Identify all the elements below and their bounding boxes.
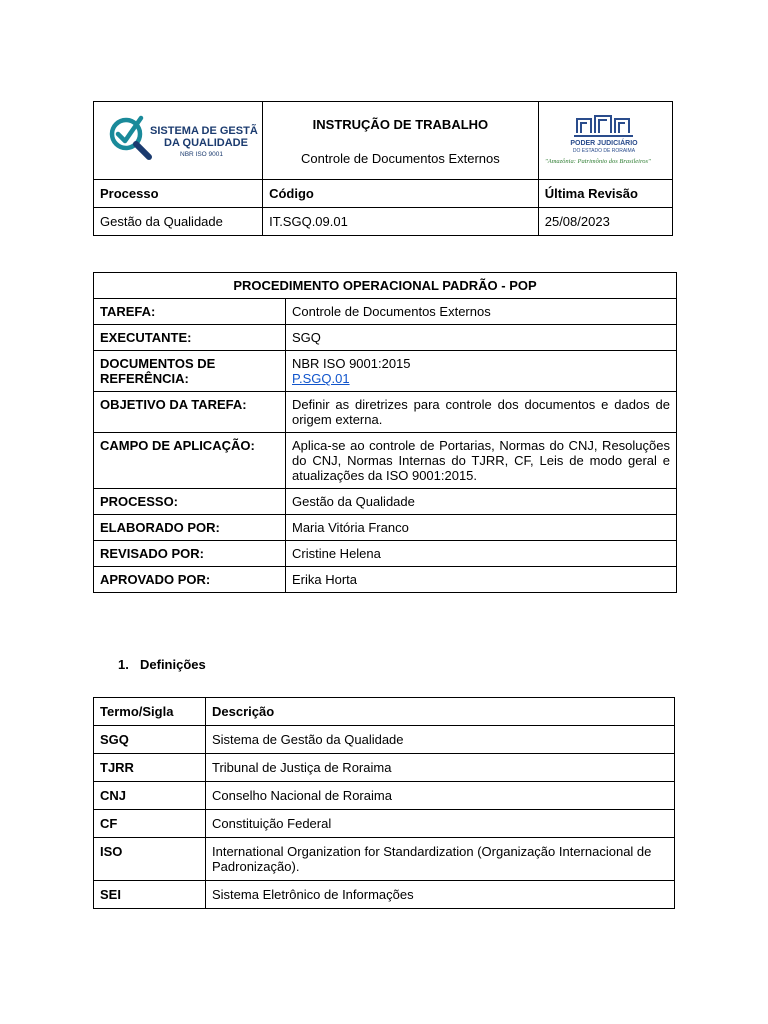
pop-row-aprovado — [94, 567, 677, 593]
definition-term: SEI — [94, 881, 206, 909]
table-row — [94, 782, 675, 810]
pop-title: PROCEDIMENTO OPERACIONAL PADRÃO - POP — [94, 273, 677, 299]
section-title: Definições — [140, 657, 206, 672]
court-logo-line2: DO ESTADO DE RORAIMA — [572, 148, 635, 154]
value-ultima-revisao: 25/08/2023 — [538, 208, 672, 236]
definition-description: Sistema Eletrônico de Informações — [206, 881, 675, 909]
pop-row-objetivo — [94, 392, 677, 433]
pop-label: REVISADO POR: — [94, 541, 286, 567]
header-column-row — [94, 180, 673, 208]
definition-description: Tribunal de Justiça de Roraima — [206, 754, 675, 782]
column-processo: Processo — [94, 180, 263, 208]
pop-title-row — [94, 273, 677, 299]
definition-term: CNJ — [94, 782, 206, 810]
pop-value: Definir as diretrizes para controle dos documentos e dados de origem externa. — [286, 392, 677, 433]
pop-label: CAMPO DE APLICAÇÃO: — [94, 433, 286, 489]
reference-link[interactable]: P.SGQ.01 — [292, 371, 350, 386]
sgq-logo-line2: DA QUALIDADE — [164, 137, 248, 149]
column-codigo: Código — [263, 180, 539, 208]
document-header-table — [93, 101, 673, 236]
pop-value: NBR ISO 9001:2015 — [292, 356, 411, 371]
pop-row-tarefa — [94, 299, 677, 325]
court-logo — [539, 109, 669, 169]
document-subtitle: Controle de Documentos Externos — [301, 151, 500, 166]
column-ultima-revisao: Última Revisão — [538, 180, 672, 208]
court-logo-cell — [538, 102, 672, 180]
pop-value: Maria Vitória Franco — [286, 515, 677, 541]
pop-value-cell — [286, 351, 677, 392]
value-processo: Gestão da Qualidade — [94, 208, 263, 236]
courthouse-icon — [574, 116, 633, 136]
sgq-logo-cell — [94, 102, 263, 180]
pop-row-elaborado — [94, 515, 677, 541]
pop-label: EXECUTANTE: — [94, 325, 286, 351]
definition-term: CF — [94, 810, 206, 838]
pop-value: Gestão da Qualidade — [286, 489, 677, 515]
header-termo: Termo/Sigla — [94, 698, 206, 726]
table-row — [94, 726, 675, 754]
pop-label: APROVADO POR: — [94, 567, 286, 593]
pop-value: Aplica-se ao controle de Portarias, Normas do CNJ, Resoluções do CNJ, Normas Internas do TJRR, CF, Leis de modo geral e atualizações da ISO 9001:2015. — [286, 433, 677, 489]
pop-row-executante — [94, 325, 677, 351]
pop-label: OBJETIVO DA TAREFA: — [94, 392, 286, 433]
pop-value: SGQ — [286, 325, 677, 351]
pop-value: Cristine Helena — [286, 541, 677, 567]
section-heading — [118, 657, 206, 672]
table-row — [94, 838, 675, 881]
pop-label: TAREFA: — [94, 299, 286, 325]
definition-term: SGQ — [94, 726, 206, 754]
pop-row-campo — [94, 433, 677, 489]
table-row — [94, 810, 675, 838]
definition-description: Constituição Federal — [206, 810, 675, 838]
definition-description: Sistema de Gestão da Qualidade — [206, 726, 675, 754]
definitions-table — [93, 697, 675, 909]
pop-row-revisado — [94, 541, 677, 567]
pop-value: Controle de Documentos Externos — [286, 299, 677, 325]
definition-description: International Organization for Standardization (Organização Internacional de Padronização). — [206, 838, 675, 881]
definition-description: Conselho Nacional de Roraima — [206, 782, 675, 810]
pop-value: Erika Horta — [286, 567, 677, 593]
sgq-logo — [94, 106, 258, 172]
sgq-logo-line3: NBR ISO 9001 — [180, 151, 223, 158]
document-title: INSTRUÇÃO DE TRABALHO — [312, 117, 489, 132]
pop-row-documentos — [94, 351, 677, 392]
pop-row-processo — [94, 489, 677, 515]
value-codigo: IT.SGQ.09.01 — [263, 208, 539, 236]
pop-label: PROCESSO: — [94, 489, 286, 515]
court-logo-motto: "Amazônia: Patrimônio dos Brasileiros" — [544, 158, 651, 165]
pop-label: ELABORADO POR: — [94, 515, 286, 541]
definitions-header-row — [94, 698, 675, 726]
definition-term: ISO — [94, 838, 206, 881]
pop-table — [93, 272, 677, 593]
magnifier-check-icon — [112, 118, 149, 157]
sgq-logo-line1: SISTEMA DE GESTÃO — [150, 125, 258, 137]
title-cell — [263, 102, 539, 180]
definition-term: TJRR — [94, 754, 206, 782]
header-descricao: Descrição — [206, 698, 675, 726]
pop-label: DOCUMENTOS DE REFERÊNCIA: — [94, 351, 286, 392]
header-value-row — [94, 208, 673, 236]
table-row — [94, 881, 675, 909]
section-number: 1. — [118, 657, 129, 672]
table-row — [94, 754, 675, 782]
court-logo-line1: PODER JUDICIÁRIO — [570, 140, 638, 147]
